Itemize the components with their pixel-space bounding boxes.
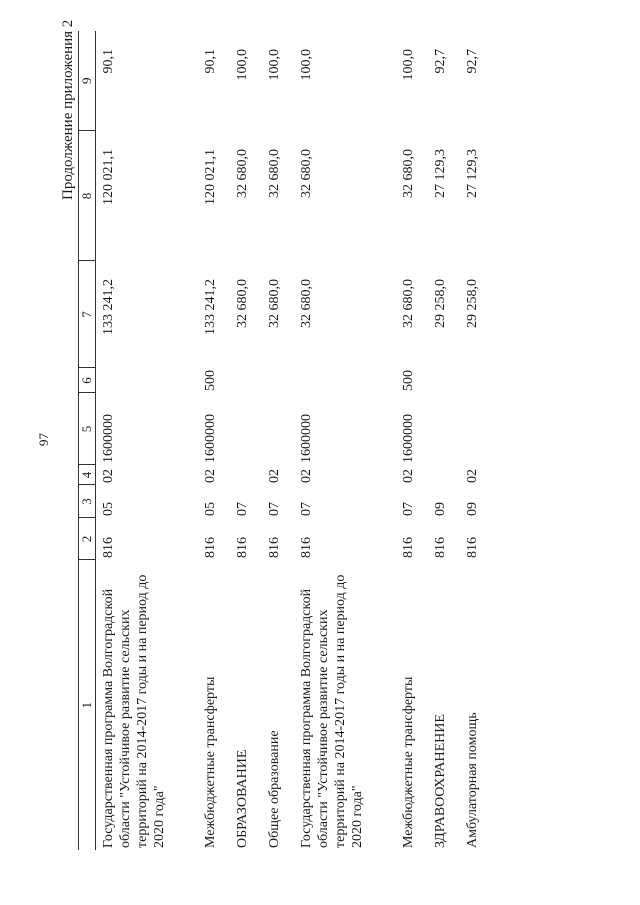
cell-admin-code: 816	[101, 537, 116, 558]
cell-executed: 32 680,0	[234, 149, 250, 198]
cell-percent: 100,0	[400, 49, 416, 81]
cell-section: 09	[464, 502, 480, 516]
cell-subsection: 02	[298, 469, 314, 483]
cell-planned: 32 680,0	[400, 279, 416, 328]
rotated-page-content	[60, 19, 598, 850]
cell-expense-type	[428, 368, 460, 393]
column-header: 2	[79, 518, 96, 560]
table-row	[428, 31, 460, 850]
cell-section: 07	[400, 502, 416, 516]
row-name: ОБРАЗОВАНИЕ	[234, 749, 250, 848]
cell-percent: 100,0	[234, 49, 250, 81]
row-name: Общее образование	[266, 730, 282, 848]
cell-planned: 133 241,2	[202, 279, 218, 335]
cell-admin-code: 816	[266, 537, 282, 558]
cell-target-article: 1600000	[202, 414, 218, 463]
row-name: Амбулаторная помощь	[464, 712, 480, 848]
table-row	[262, 31, 294, 850]
cell-expense-type	[262, 368, 294, 393]
cell-executed: 27 129,3	[432, 149, 448, 198]
cell-executed: 120 021,1	[202, 149, 218, 205]
table-row	[198, 31, 230, 850]
row-name: Государственная программа Волгоградской области "Устойчивое развитие сельских территорий на 2014-2017 годы и на период до 2020 года"	[101, 574, 167, 848]
cell-executed: 32 680,0	[400, 149, 416, 198]
cell-section: 07	[298, 502, 314, 516]
cell-subsection: 02	[101, 469, 116, 483]
column-header: 7	[79, 261, 96, 368]
cell-section: 07	[234, 502, 250, 516]
cell-admin-code: 816	[298, 537, 314, 558]
cell-subsection	[428, 465, 460, 485]
cell-admin-code: 816	[400, 537, 416, 558]
cell-planned: 32 680,0	[298, 279, 314, 328]
cell-subsection: 02	[266, 469, 282, 483]
column-header: 8	[79, 131, 96, 261]
cell-percent: 92,7	[432, 49, 448, 74]
cell-target-article: 1600000	[400, 414, 416, 463]
cell-target-article: 1600000	[101, 414, 116, 463]
row-name: ЗДРАВООХРАНЕНИЕ	[432, 714, 448, 848]
cell-admin-code: 816	[464, 537, 480, 558]
table-row	[96, 31, 198, 850]
cell-planned: 32 680,0	[234, 279, 250, 328]
cell-target-article	[460, 393, 492, 465]
cell-admin-code: 816	[202, 537, 218, 558]
cell-planned: 29 258,0	[432, 279, 448, 328]
cell-section: 09	[432, 502, 448, 516]
cell-target-article	[230, 393, 262, 465]
cell-expense-type	[96, 368, 198, 393]
column-header: 4	[79, 465, 96, 485]
cell-percent: 90,1	[101, 49, 116, 74]
row-name: Межбюджетные трансферты	[400, 676, 416, 848]
cell-expense-type	[460, 368, 492, 393]
cell-percent: 90,1	[202, 49, 218, 74]
appendix-caption: Продолжение приложения 2	[60, 19, 76, 200]
column-header: 6	[79, 368, 96, 393]
cell-admin-code: 816	[234, 537, 250, 558]
cell-percent: 92,7	[464, 49, 480, 74]
column-number-header	[79, 31, 96, 850]
cell-expense-type	[294, 368, 396, 393]
cell-section: 05	[202, 502, 218, 516]
cell-subsection: 02	[464, 469, 480, 483]
cell-executed: 120 021,1	[101, 149, 116, 205]
cell-subsection: 02	[400, 469, 416, 483]
cell-expense-type: 500	[400, 370, 416, 391]
cell-expense-type: 500	[202, 370, 218, 391]
row-name: Государственная программа Волгоградской области "Устойчивое развитие сельских территорий на 2014-2017 годы и на период до 2020 года"	[298, 574, 365, 848]
cell-subsection	[230, 465, 262, 485]
cell-section: 07	[266, 502, 282, 516]
cell-percent: 100,0	[266, 49, 282, 81]
row-name: Межбюджетные трансферты	[202, 676, 218, 848]
table-row	[294, 31, 396, 850]
table-row	[460, 31, 492, 850]
cell-subsection: 02	[202, 469, 218, 483]
table-row	[230, 31, 262, 850]
cell-executed: 27 129,3	[464, 149, 480, 198]
column-header: 9	[79, 31, 96, 131]
cell-target-article	[428, 393, 460, 465]
column-header: 5	[79, 393, 96, 465]
cell-percent: 100,0	[298, 49, 314, 81]
cell-planned: 29 258,0	[464, 279, 480, 328]
budget-table	[78, 31, 492, 850]
cell-admin-code: 816	[432, 537, 448, 558]
column-header: 3	[79, 485, 96, 518]
cell-executed: 32 680,0	[266, 149, 282, 198]
table-row	[396, 31, 428, 850]
page-number: 97	[36, 433, 51, 446]
column-header: 1	[79, 560, 96, 850]
cell-target-article: 1600000	[298, 414, 314, 463]
cell-target-article	[262, 393, 294, 465]
cell-planned: 32 680,0	[266, 279, 282, 328]
cell-section: 05	[101, 502, 116, 516]
cell-expense-type	[230, 368, 262, 393]
cell-executed: 32 680,0	[298, 149, 314, 198]
cell-planned: 133 241,2	[101, 279, 116, 335]
